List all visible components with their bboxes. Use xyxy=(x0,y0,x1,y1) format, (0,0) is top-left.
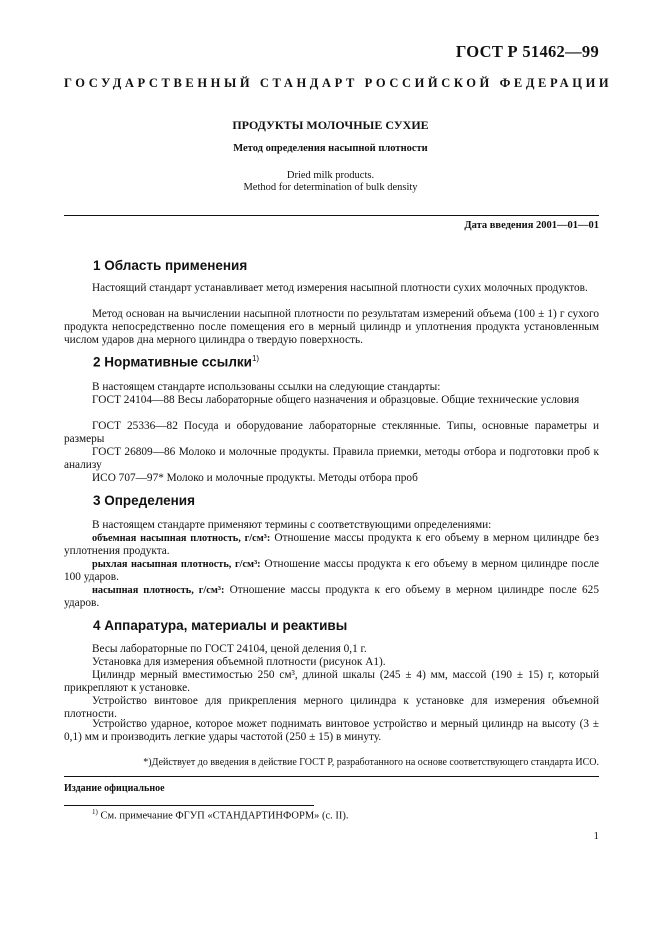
reference-item: ГОСТ 24104—88 Весы лабораторные общего назначения и образцовые. Общие технические условия xyxy=(92,394,580,406)
definition-term: рыхлая насыпная плотность, г/см³: xyxy=(92,559,261,570)
section-3-heading: 3 Определения xyxy=(93,493,195,508)
state-standard-banner: ГОСУДАРСТВЕННЫЙ СТАНДАРТ РОССИЙСКОЙ ФЕДЕРАЦИИ xyxy=(64,76,613,90)
section-2-intro: В настоящем стандарте использованы ссылки на следующие стандарты: xyxy=(92,381,441,393)
footnote-divider xyxy=(64,805,314,806)
section-4-paragraph: Весы лабораторные по ГОСТ 24104, ценой деления 0,1 г. xyxy=(92,643,367,655)
section-4-paragraph: Установка для измерения объемной плотности (рисунок А1). xyxy=(92,656,386,668)
footnote-ref: 1) xyxy=(251,354,260,363)
gost-number: ГОСТ Р 51462—99 xyxy=(455,42,599,61)
definition-term: насыпная плотность, г/см³: xyxy=(92,585,225,596)
introduction-date: Дата введения 2001—01—01 xyxy=(464,220,599,231)
section-4-heading: 4 Аппаратура, материалы и реактивы xyxy=(93,618,348,633)
reference-item: ИСО 707—97* Молоко и молочные продукты. Методы отбора проб xyxy=(92,472,418,484)
document-subtitle: Метод определения насыпной плотности xyxy=(233,143,428,154)
english-title-line-1: Dried milk products. xyxy=(286,170,375,181)
section-4-paragraph: Цилиндр мерный вместимостью 250 см³, длиной шкалы (245 ± 4) мм, массой (190 ± 15) г, который прикрепляют к установке. xyxy=(64,669,599,695)
definition-term: объемная насыпная плотность, г/см³: xyxy=(92,533,271,544)
reference-item: ГОСТ 25336—82 Посуда и оборудование лабораторные стеклянные. Типы, основные параметры и размеры xyxy=(64,420,599,446)
section-4-paragraph: Устройство винтовое для прикрепления мерного цилиндра к установке для измерения объемной плотности. xyxy=(64,695,599,721)
definition-item: насыпная плотность, г/см³: Отношение массы продукта к его объему в мерном цилиндре после 625 ударов. xyxy=(64,584,599,610)
footnote-iso: *)Действует до введения в действие ГОСТ Р, разработанного на основе соответствующего стандарта ИСО. xyxy=(143,757,599,768)
section-4-paragraph: Устройство ударное, которое может поднимать винтовое устройство и мерный цилиндр на высоту (3 ± 0,1) мм и производить легкие удары частотой (250 ± 15) в минуту. xyxy=(64,718,599,744)
section-1-paragraph-1: Настоящий стандарт устанавливает метод измерения насыпной плотности сухих молочных продуктов. xyxy=(92,282,588,294)
page-number: 1 xyxy=(593,830,599,842)
definition-item: рыхлая насыпная плотность, г/см³: Отношение массы продукта к его объему в мерном цилиндре после 100 ударов. xyxy=(64,558,599,584)
section-2-heading: 2 Нормативные ссылки$^{1)}$ xyxy=(93,354,260,370)
english-title-line-2: Method for determination of bulk density xyxy=(243,182,418,193)
section-1-heading: 1 Область применения xyxy=(93,258,248,273)
section-3-intro: В настоящем стандарте применяют термины с соответствующими определениями: xyxy=(92,519,492,531)
title-divider xyxy=(64,215,599,216)
section-1-paragraph-2: Метод основан на вычислении насыпной плотности по результатам измерений объема (100 ± 1) г сухого продукта непосредственно после помещения его в мерный цилиндр и уплотнения продукта установленным числом ударов дна мерного цилиндра о твердую поверхность. xyxy=(64,308,599,347)
english-title xyxy=(0,170,661,194)
document-title: ПРОДУКТЫ МОЛОЧНЫЕ СУХИЕ xyxy=(232,118,429,132)
definition-item: объемная насыпная плотность, г/см³: Отношение массы продукта к его объему в мерном цилиндре без уплотнения продукта. xyxy=(64,532,599,558)
footnote-1: $^{1)}$ См. примечание ФГУП «СТАНДАРТИНФОРМ» (с. II). xyxy=(92,808,349,822)
official-edition-label: Издание официальное xyxy=(64,783,165,794)
reference-item: ГОСТ 26809—86 Молоко и молочные продукты. Правила приемки, методы отбора и подготовки проб к анализу xyxy=(64,446,599,472)
footer-divider xyxy=(64,776,599,777)
